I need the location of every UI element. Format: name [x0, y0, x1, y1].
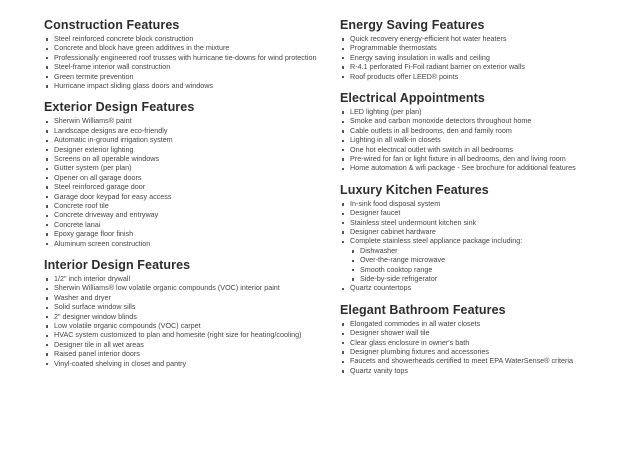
list-item: Sherwin Williams® paint: [44, 117, 324, 126]
list-item: In-sink food disposal system: [340, 200, 630, 209]
feature-list: [340, 108, 630, 173]
list-item: Concrete lanai: [44, 221, 324, 230]
elegant-bathroom-features-section: [340, 303, 630, 375]
feature-list: [44, 35, 324, 90]
feature-list: [44, 117, 324, 248]
list-item: Steel reinforced garage door: [44, 183, 324, 192]
list-item: Designer plumbing fixtures and accessories: [340, 348, 630, 357]
list-item: 2" designer window blinds: [44, 313, 324, 322]
list-item: Concrete and block have green additives in the mixture: [44, 44, 324, 53]
list-item: Epoxy garage floor finish: [44, 230, 324, 239]
sub-list-item: Smooth cooktop range: [340, 266, 630, 275]
list-item: Gutter system (per plan): [44, 164, 324, 173]
list-item: Designer exterior lighting: [44, 146, 324, 155]
construction-features-section: [44, 18, 324, 90]
list-item: Professionally engineered roof trusses with hurricane tie-downs for wind protection: [44, 54, 324, 63]
list-item: Smoke and carbon monoxide detectors throughout home: [340, 117, 630, 126]
list-item: Cable outlets in all bedrooms, den and family room: [340, 127, 630, 136]
list-item: R-4.1 perforated Fi-Foil radiant barrier on exterior walls: [340, 63, 630, 72]
list-item: One hot electrical outlet with switch in all bedrooms: [340, 146, 630, 155]
list-item: Solid surface window sills: [44, 303, 324, 312]
list-item: Faucets and showerheads certified to meet EPA WaterSense® criteria: [340, 357, 630, 366]
electrical-appointments-section: [340, 91, 630, 173]
list-item: LED lighting (per plan): [340, 108, 630, 117]
list-item: Designer cabinet hardware: [340, 228, 630, 237]
list-item: Designer faucet: [340, 209, 630, 218]
list-item: Steel reinforced concrete block construction: [44, 35, 324, 44]
sub-list-item: Dishwasher: [340, 247, 630, 256]
list-item: Washer and dryer: [44, 294, 324, 303]
list-item: Roof products offer LEED® points: [340, 73, 630, 82]
feature-list: [340, 200, 630, 293]
list-item: Quartz countertops: [340, 284, 630, 293]
section-heading: Interior Design Features: [44, 258, 191, 273]
list-item: Designer shower wall tile: [340, 329, 630, 338]
list-item: Vinyl-coated shelving in closet and pantry: [44, 360, 324, 369]
list-item: Garage door keypad for easy access: [44, 193, 324, 202]
sub-list-item: Over-the-range microwave: [340, 256, 630, 265]
list-item: Screens on all operable windows: [44, 155, 324, 164]
luxury-kitchen-features-section: [340, 183, 630, 293]
list-item: Quick recovery energy-efficient hot water heaters: [340, 35, 630, 44]
list-item: Stainless steel undermount kitchen sink: [340, 219, 630, 228]
list-item: Aluminum screen construction: [44, 240, 324, 249]
list-item: Hurricane impact sliding glass doors and windows: [44, 82, 324, 91]
list-item: Elongated commodes in all water closets: [340, 320, 630, 329]
list-item: Green termite prevention: [44, 73, 324, 82]
list-item: Designer tile in all wet areas: [44, 341, 324, 350]
list-item: Steel-frame interior wall construction: [44, 63, 324, 72]
section-heading: Construction Features: [44, 18, 180, 32]
section-heading: Luxury Kitchen Features: [340, 182, 489, 197]
list-item: Quartz vanity tops: [340, 367, 630, 376]
list-item: HVAC system customized to plan and homesite (right size for heating/cooling): [44, 331, 324, 340]
feature-list: [340, 320, 630, 375]
list-item: 1/2" inch interior drywall: [44, 275, 324, 284]
section-heading: Elegant Bathroom Features: [340, 302, 506, 317]
list-item: Home automation & wifi package - See brochure for additional features: [340, 164, 630, 173]
interior-design-features-section: [44, 258, 324, 368]
list-item: Concrete roof tile: [44, 202, 324, 211]
list-item: Automatic in-ground irrigation system: [44, 136, 324, 145]
list-item: Lighting in all walk-in closets: [340, 136, 630, 145]
list-item: Pre-wired for fan or light fixture in all bedrooms, den and living room: [340, 155, 630, 164]
list-item: Concrete driveway and entryway: [44, 211, 324, 220]
sub-list-item: Side-by-side refrigerator: [340, 275, 630, 284]
list-item: Opener on all garage doors: [44, 174, 324, 183]
feature-list: [44, 275, 324, 368]
list-item: Complete stainless steel appliance package including:: [340, 237, 630, 246]
exterior-design-features-section: [44, 100, 324, 248]
energy-saving-features-section: [340, 18, 630, 81]
list-item: Landscape designs are eco-friendly: [44, 127, 324, 136]
list-item: Raised panel interior doors: [44, 350, 324, 359]
right-column: [340, 18, 630, 385]
left-column: [44, 18, 324, 378]
list-item: Sherwin Williams® low volatile organic compounds (VOC) interior paint: [44, 284, 324, 293]
list-item: Programmable thermostats: [340, 44, 630, 53]
list-item: Low volatile organic compounds (VOC) carpet: [44, 322, 324, 331]
list-item: Clear glass enclosure in owner's bath: [340, 339, 630, 348]
section-heading: Exterior Design Features: [44, 100, 195, 115]
feature-list: [340, 35, 630, 81]
section-heading: Electrical Appointments: [340, 91, 485, 106]
section-heading: Energy Saving Features: [340, 18, 485, 32]
list-item: Energy saving insulation in walls and ceiling: [340, 54, 630, 63]
